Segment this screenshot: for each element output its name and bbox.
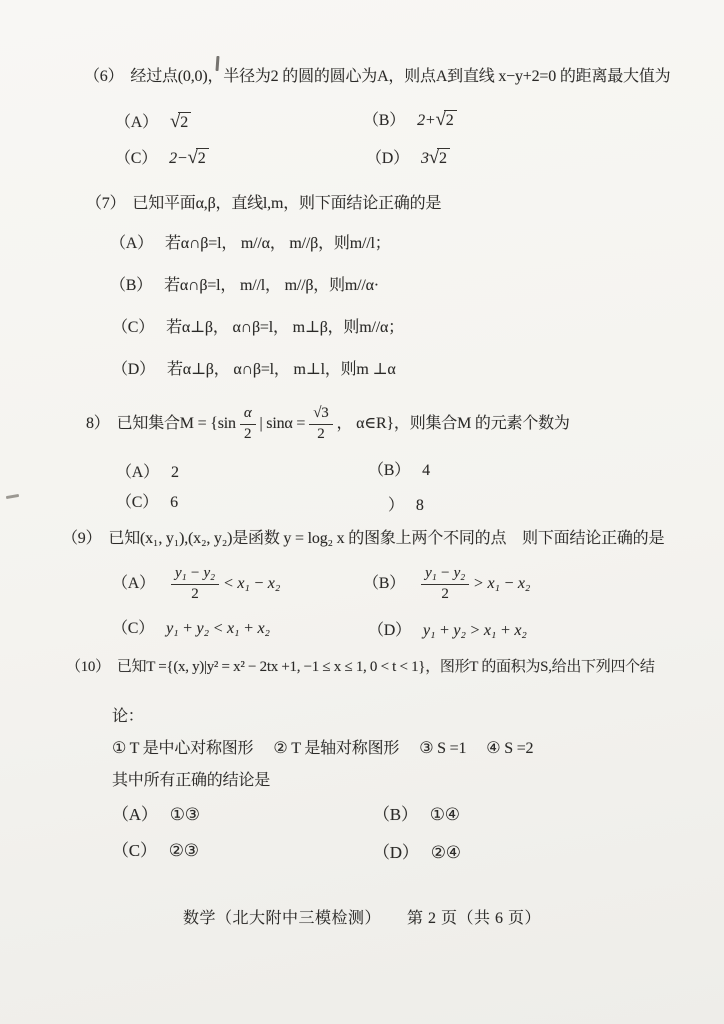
radical-sign: √ bbox=[428, 147, 440, 168]
q7-option-a bbox=[110, 233, 391, 255]
q9-option-a-label: （A） bbox=[112, 575, 155, 592]
q6-option-c-label: （C） bbox=[115, 150, 158, 167]
question-7-text: 已知平面α,β，直线l,m，则下面结论正确的是 bbox=[132, 195, 442, 212]
q7-option-c-text: 若α⊥β， α∩β=l， m⊥β，则m//α； bbox=[166, 319, 404, 336]
footer-exam-title: 数学（北大附中三模检测） bbox=[182, 910, 381, 927]
q7-option-d-text: 若α⊥β， α∩β=l， m⊥l，则m ⊥α bbox=[166, 361, 396, 378]
radical-sign: √ bbox=[435, 109, 446, 130]
q8-option-a-text: 2 bbox=[170, 464, 179, 481]
question-7-stem bbox=[86, 193, 441, 215]
q9-option-b-rest: > x₁ − x₂ bbox=[473, 575, 531, 592]
q9-option-c-text: y₁ + y₂ < x₁ + x₂ bbox=[166, 620, 270, 637]
q9-option-a-rest: < x₁ − x₂ bbox=[222, 575, 281, 592]
question-8-number: 8） bbox=[86, 415, 110, 432]
q9-option-d bbox=[368, 620, 527, 642]
question-6-stem bbox=[84, 66, 670, 88]
q10-option-a-text: ①③ bbox=[169, 805, 200, 824]
q6-option-b-label: （B） bbox=[363, 112, 406, 129]
q8-frac1-denominator: 2 bbox=[244, 425, 252, 442]
q10-option-c-text: ②③ bbox=[168, 841, 199, 860]
q10-option-d-text: ②④ bbox=[430, 843, 461, 862]
q8-option-d-text: 8 bbox=[415, 497, 424, 514]
q9-option-b-frac-den: 2 bbox=[441, 585, 449, 602]
q8-option-b-text: 4 bbox=[422, 462, 430, 479]
q7-option-c-label: （C） bbox=[112, 319, 155, 336]
radical-sign: √ bbox=[169, 111, 181, 132]
q8-frac2-numerator: √3 bbox=[309, 405, 332, 424]
q10-option-c-label: （C） bbox=[112, 841, 157, 860]
q8-option-c bbox=[116, 492, 178, 514]
q10-conclusion-2: ② T 是轴对称图形 bbox=[273, 740, 400, 757]
q7-option-d-label: （D） bbox=[112, 361, 155, 378]
question-9-text: 已知(x₁, y₁),(x₂, y₂)是函数 y = log₂ x 的图象上两个不同的点 则下面结论正确的是 bbox=[108, 530, 665, 547]
q8-option-c-label: （C） bbox=[116, 494, 159, 511]
q10-prompt bbox=[112, 770, 270, 792]
q10-option-c bbox=[112, 840, 199, 862]
question-10-number: （10） bbox=[66, 659, 110, 675]
q8-option-d-label: ） bbox=[388, 497, 404, 514]
question-6-text: 经过点(0,0)，半径为2 的圆的圆心为A，则点A到直线 x−y+2=0 的距离最大值为 bbox=[130, 68, 671, 85]
q7-option-c bbox=[112, 317, 404, 339]
q10-option-b-label: （B） bbox=[373, 805, 418, 824]
question-8-stem bbox=[86, 400, 570, 448]
q9-option-a-frac-den: 2 bbox=[191, 585, 199, 602]
question-9-stem bbox=[62, 528, 664, 550]
q9-option-a-frac-num: y₁ − y₂ bbox=[171, 565, 219, 584]
page-footer bbox=[0, 905, 724, 928]
q9-option-c bbox=[112, 618, 270, 640]
q6-option-d bbox=[366, 148, 450, 170]
q9-option-c-label: （C） bbox=[112, 620, 155, 637]
q9-option-a bbox=[112, 560, 280, 608]
q7-option-b-label: （B） bbox=[110, 277, 153, 294]
q6-option-c bbox=[115, 148, 209, 170]
q8-option-c-text: 6 bbox=[170, 494, 178, 511]
q6-option-c-pre: 2− bbox=[169, 150, 188, 167]
q7-option-b bbox=[110, 275, 379, 297]
q9-option-b-fraction bbox=[421, 565, 469, 603]
q6-option-a-radicand: 2 bbox=[178, 112, 191, 133]
q6-option-b-radicand: 2 bbox=[444, 110, 457, 131]
q9-option-d-label: （D） bbox=[368, 622, 411, 639]
q10-conclusion-4: ④ S =2 bbox=[486, 740, 534, 757]
q10-conclusion-3: ③ S =1 bbox=[419, 740, 467, 757]
question-9-number: （9） bbox=[62, 530, 102, 547]
q10-prompt-text: 其中所有正确的结论是 bbox=[112, 772, 271, 789]
question-8-text-2: | sinα = bbox=[259, 415, 306, 432]
q8-option-a-label: （A） bbox=[116, 464, 159, 481]
q8-fraction-alpha-over-2 bbox=[240, 405, 256, 443]
q8-frac1-numerator: α bbox=[240, 405, 256, 424]
q6-option-c-radical bbox=[187, 148, 208, 169]
q10-option-d-label: （D） bbox=[373, 843, 419, 862]
q7-option-a-label: （A） bbox=[110, 235, 153, 252]
q9-option-b bbox=[363, 560, 530, 608]
q9-option-a-fraction bbox=[171, 565, 219, 603]
q10-conclusions bbox=[112, 738, 553, 760]
q9-option-b-frac-num: y₁ − y₂ bbox=[421, 565, 469, 584]
q9-option-d-text: y₁ + y₂ > x₁ + x₂ bbox=[422, 622, 527, 639]
radical-sign: √ bbox=[187, 147, 198, 168]
q10-option-a bbox=[112, 804, 200, 826]
q6-option-a bbox=[115, 112, 191, 134]
footer-page-indicator: 第 2 页（共 6 页） bbox=[407, 910, 542, 927]
q6-option-d-label: （D） bbox=[366, 150, 409, 167]
question-6-number: （6） bbox=[84, 68, 124, 85]
q7-option-a-text: 若α∩β=l， m//α， m//β，则m//l； bbox=[164, 235, 391, 252]
q6-option-d-radicand: 2 bbox=[437, 148, 450, 169]
q10-conclusion-1: ① T 是中心对称图形 bbox=[112, 740, 254, 757]
q6-option-c-radicand: 2 bbox=[196, 148, 209, 169]
scan-artifact-dash bbox=[6, 494, 19, 499]
q10-option-d bbox=[373, 842, 461, 864]
question-10-stem-line2 bbox=[112, 706, 144, 728]
q7-option-d bbox=[112, 359, 396, 381]
q8-option-a bbox=[116, 462, 179, 484]
question-10-stem-line1 bbox=[66, 656, 655, 678]
q8-option-d bbox=[388, 495, 424, 517]
q8-option-b bbox=[368, 460, 430, 482]
question-8-text-3: ， α∈R}，则集合M 的元素个数为 bbox=[336, 415, 570, 432]
question-8-text-1: 已知集合M = {sin bbox=[116, 415, 236, 432]
question-10-text-line2: 论： bbox=[112, 708, 144, 725]
q8-fraction-sqrt3-over-2 bbox=[309, 405, 332, 443]
q6-option-b-radical bbox=[435, 110, 456, 131]
q10-option-a-label: （A） bbox=[112, 805, 158, 824]
q6-option-d-radical bbox=[429, 148, 450, 169]
q6-option-a-label: （A） bbox=[115, 114, 158, 131]
q9-option-b-label: （B） bbox=[363, 575, 406, 592]
q8-frac2-denominator: 2 bbox=[317, 425, 325, 442]
q8-option-b-label: （B） bbox=[368, 462, 411, 479]
q10-option-b bbox=[373, 804, 460, 826]
q6-option-a-radical bbox=[170, 112, 191, 133]
question-7-number: （7） bbox=[86, 195, 126, 212]
q6-option-b-pre: 2+ bbox=[417, 112, 436, 129]
question-10-text-line1: 已知T ={(x, y)|y² = x² − 2tx +1, −1 ≤ x ≤ 1, 0 < t < 1}，图形T 的面积为S,给出下列四个结 bbox=[116, 659, 655, 675]
q10-option-b-text: ①④ bbox=[429, 805, 460, 824]
q6-option-b bbox=[363, 110, 457, 132]
q6-option-d-pre: 3 bbox=[420, 150, 429, 167]
q7-option-b-text: 若α∩β=l， m//l， m//β，则m//α· bbox=[164, 277, 379, 294]
